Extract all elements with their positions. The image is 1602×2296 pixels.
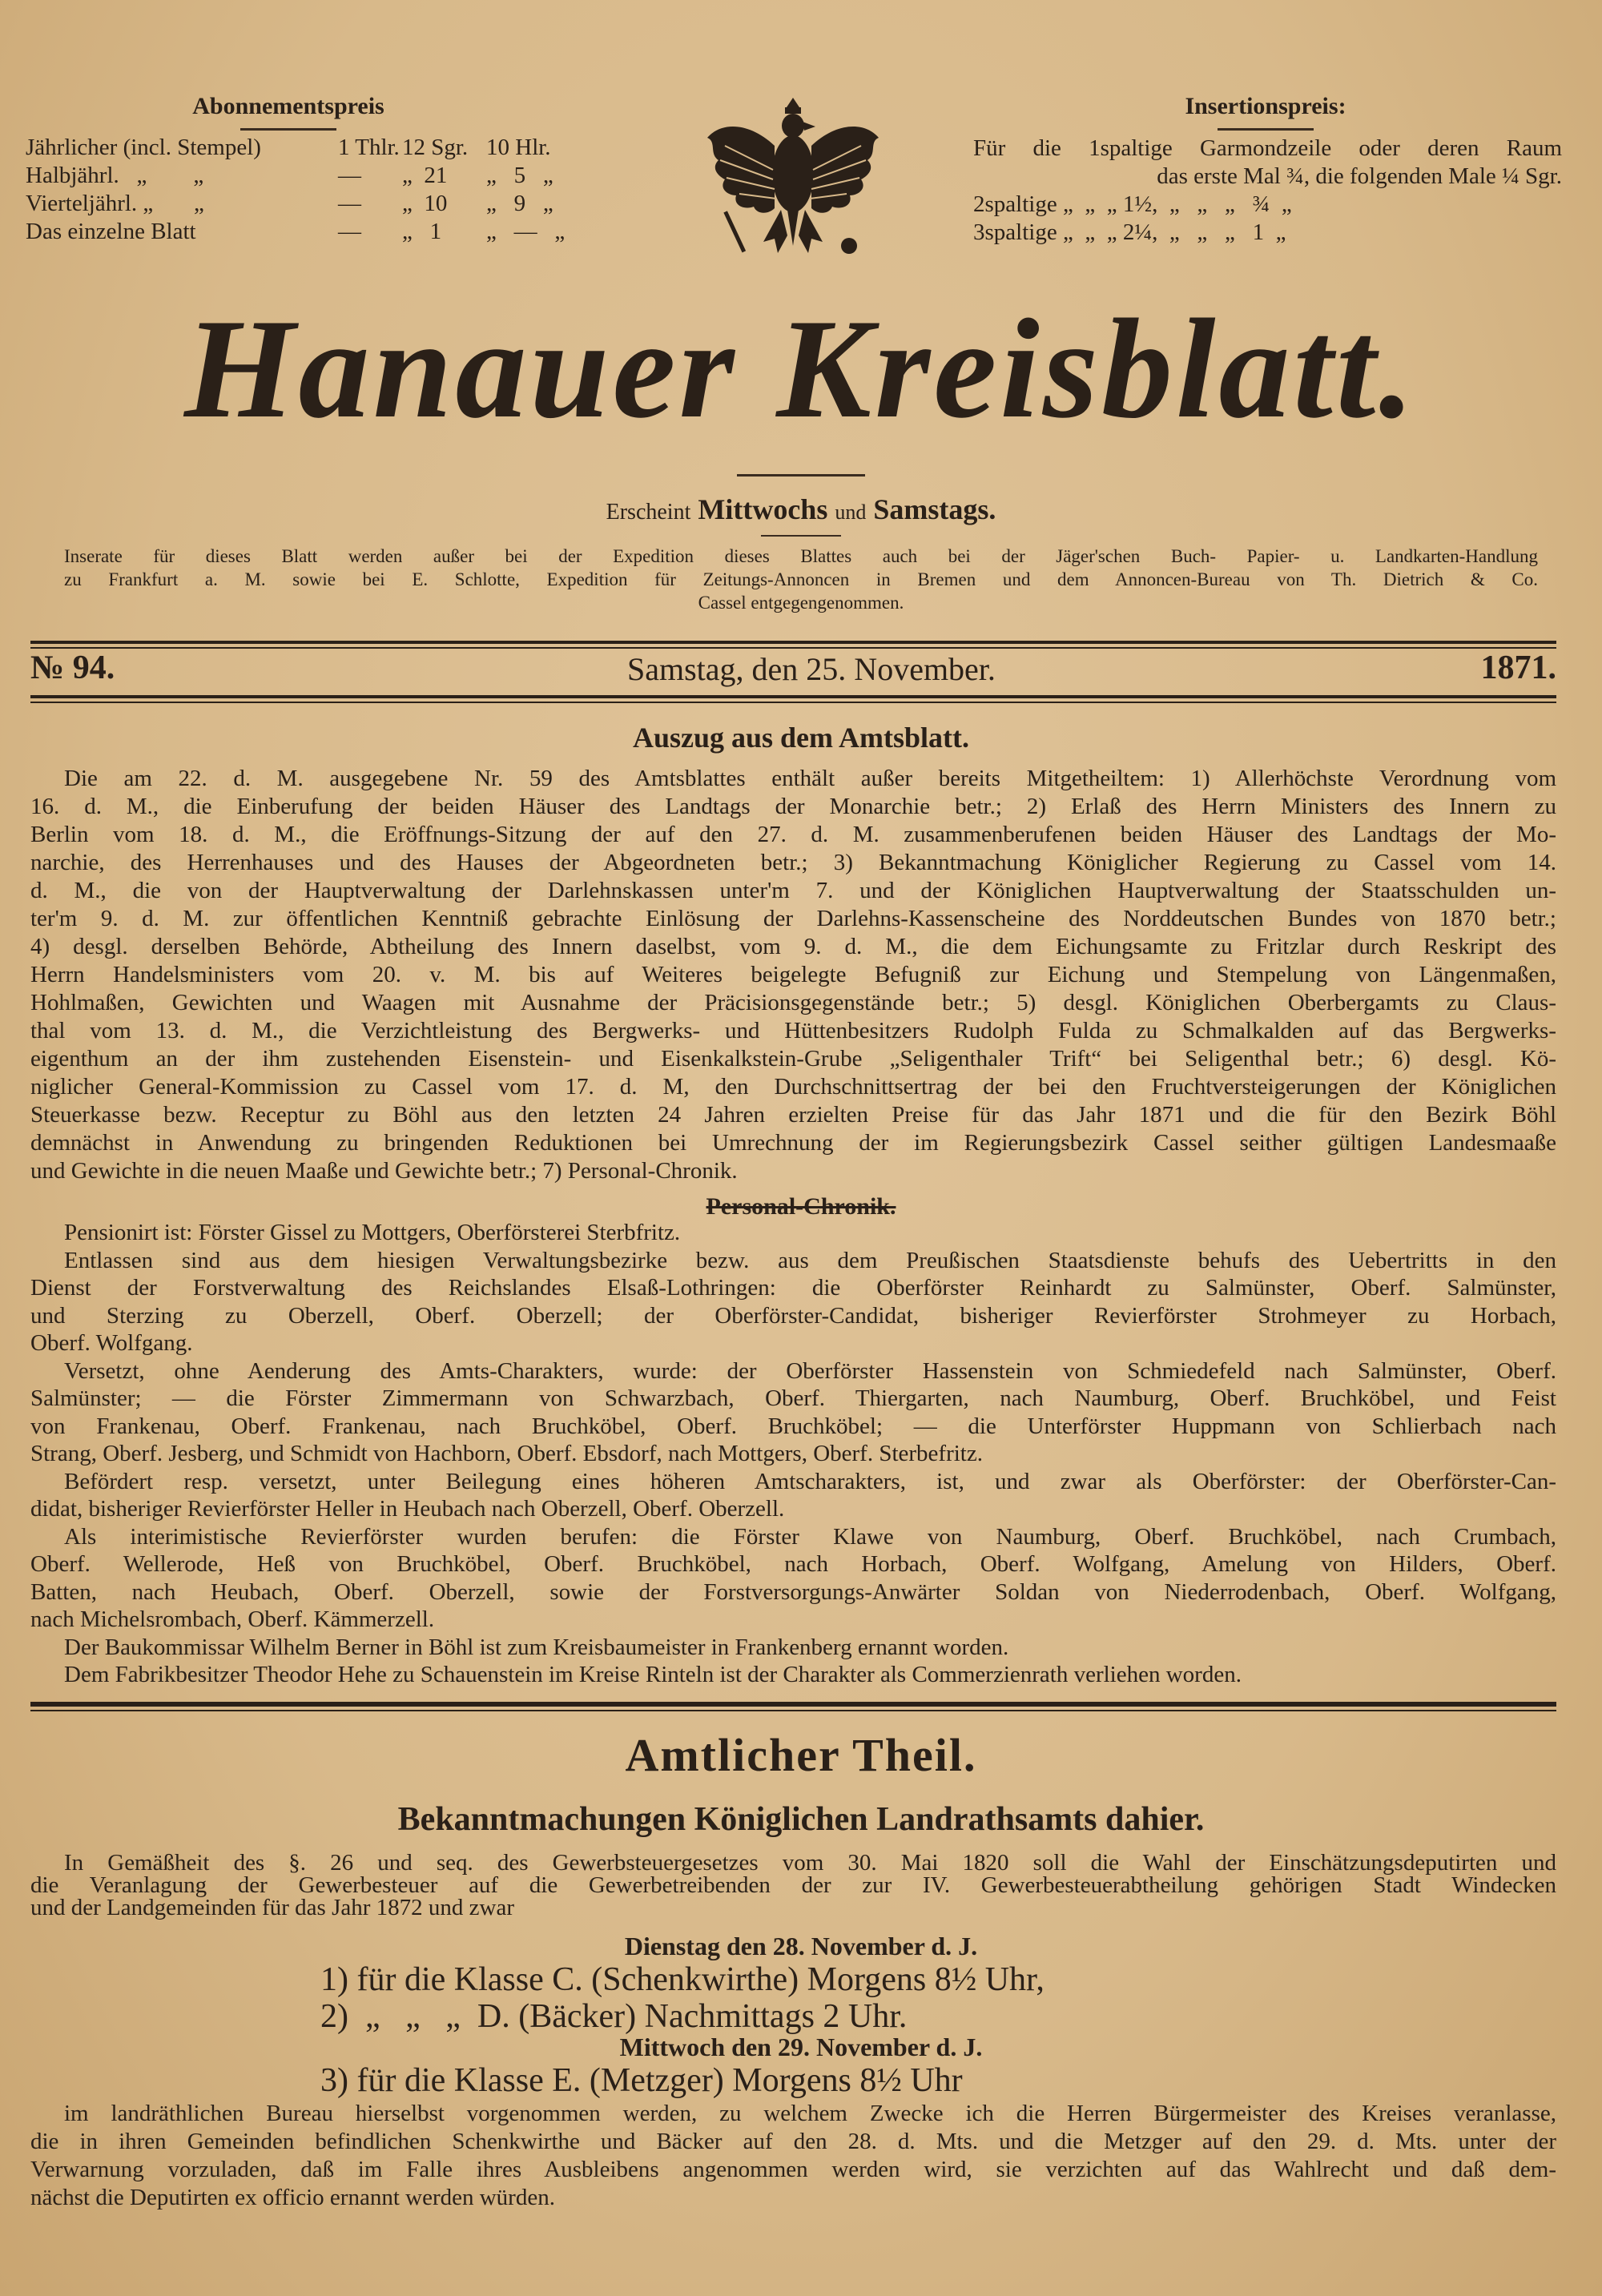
text-line: Die am 22. d. M. ausgegebene Nr. 59 des Amtsblattes enthält außer bereits Mitgetheiltem: 1) Allerhöchste Verordnung vom bbox=[64, 766, 1556, 791]
announcement-heading: Bekanntmachungen Königlichen Landrathsamts dahier. bbox=[397, 1801, 1205, 1838]
schedule-item: 1) für die Klasse C. (Schenkwirthe) Morgens 8½ Uhr, bbox=[320, 1961, 1045, 1998]
text-line: 16. d. M., die Einberufung der beiden Häuser des Landtags der Monarchie betr.; 2) Erlaß des Herrn Ministers des Innern zu bbox=[30, 794, 1556, 819]
text-line: und Sterzing zu Oberzell, Oberf. Oberzell; der Oberförster-Candidat, bisheriger Revierförster Strohmeyer zu Horbach, bbox=[30, 1302, 1556, 1329]
insertion-rate-line: 3spaltige „ „ „ 2¼, „ „ „ 1 „ bbox=[973, 219, 1286, 245]
announcement-closing bbox=[30, 2100, 1556, 2212]
text-line: narchie, des Herrenhauses und des Hauses der Abgeordneten betr.; 3) Bekanntmachung Königlicher Regierung zu Cassel vom 14. bbox=[30, 850, 1556, 875]
subscription-cell: 1 Thlr. bbox=[338, 135, 400, 160]
text-line: Herrn Handelsministers vom 20. v. M. bis auf Weiteres beigelegte Befugniß zur Eichung und Stempelung von Längenmaßen, bbox=[30, 962, 1556, 987]
text-line: und Gewichte in die neuen Maaße und Gewichte betr.; 7) Personal-Chronik. bbox=[30, 1158, 738, 1184]
text-line: d. M., die von der Hauptverwaltung der Darlehnskassen unter'm 7. und der Königlichen Hauptverwaltung der Staatsschulden un- bbox=[30, 878, 1556, 903]
text-line: Dem Fabrikbesitzer Theodor Hehe zu Schauenstein im Kreise Rinteln ist der Charakter als Commerzienrath verliehen worden. bbox=[64, 1662, 1242, 1687]
text-line: thal vom 13. d. M., die Verzichtleistung des Bergwerks- und Hüttenbesitzers Rudolph Fulda zu Schmalkalden auf das Bergwerks- bbox=[30, 1018, 1556, 1043]
text-line: von Frankenau, Oberf. Frankenau, nach Bruchköbel, Oberf. Bruchköbel; — die Unterförster Huppmann von Schlierbach nach bbox=[30, 1413, 1556, 1439]
personal-chronik-text bbox=[30, 1219, 1556, 1689]
subscription-cell: „ — „ bbox=[486, 219, 566, 244]
text-line: 4) desgl. derselben Behörde, Abtheilung des Innern daselbst, vom 9. d. M., die dem Eichungsamte zu Fritzlar durch Reskript des bbox=[30, 934, 1556, 959]
announcement-intro bbox=[30, 1852, 1556, 1919]
subscription-cell: „ 21 bbox=[402, 163, 448, 188]
schedule-date: Dienstag den 28. November d. J. bbox=[624, 1932, 978, 1960]
issue-line bbox=[30, 649, 1556, 690]
newspaper-title: Hanauer Kreisblatt. bbox=[184, 289, 1418, 448]
subscription-table bbox=[26, 135, 566, 255]
text-line: Berlin vom 18. d. M., die Eröffnungs-Sitzung der auf den 27. d. M. zusammenberufenen beiden Häuser des Landtags der Mo- bbox=[30, 822, 1556, 847]
text-line: Hohlmaßen, Gewichten und Waagen mit Ausnahme der Präcisionsgegenstände betr.; 5) desgl. Königlichen Oberbergamts zu Claus- bbox=[30, 990, 1556, 1015]
divider bbox=[1218, 128, 1314, 131]
subscription-row bbox=[26, 219, 566, 247]
rule bbox=[30, 695, 1556, 698]
text-line: ter'm 9. d. M. zur öffentlichen Kenntniß gebrachte Einlösung der Darlehns-Kassenscheine des Norddeutschen Bundes von 1870 betr.; bbox=[30, 906, 1556, 931]
text-line: die Veranlagung der Gewerbesteuer auf die Gewerbetreibenden der zur IV. Gewerbesteuerabtheilung gehörigen Stadt Windecken bbox=[30, 1872, 1556, 1898]
subscription-row bbox=[26, 163, 554, 191]
prussian-eagle-emblem bbox=[701, 90, 885, 270]
notice-line: Inserate für dieses Blatt werden außer bei der Expedition dieses Blattes auch bei der Jäger'schen Buch- Papier- u. Landkarten-Handlung bbox=[64, 546, 1538, 566]
subscription-cell: „ 9 „ bbox=[486, 191, 553, 216]
text-line: die in ihren Gemeinden befindlichen Schenkwirthe und Bäcker auf den 28. d. Mts. und die Metzger auf den 29. d. Mts. unter der bbox=[30, 2129, 1556, 2154]
subscription-cell: Das einzelne Blatt bbox=[26, 219, 196, 244]
section-heading: Amtlicher Theil. bbox=[625, 1729, 977, 1781]
text-line: Batten, nach Heubach, Oberf. Oberzell, sowie der Forstversorgungs-Anwärter Soldan von Niederrodenbach, Oberf. Wolfgang, bbox=[30, 1578, 1556, 1605]
text-line: Steuerkasse bezw. Receptur zu Böhl aus den letzten 24 Jahren erzielten Preise für das Jahr 1871 und die für den Bezirk Böhl bbox=[30, 1102, 1556, 1128]
insertion-rates bbox=[973, 135, 1562, 247]
text-line: Oberf. Wolfgang. bbox=[30, 1330, 193, 1356]
text-line: didat, bisheriger Revierförster Heller in Heubach nach Oberzell, Oberf. Oberzell. bbox=[30, 1496, 785, 1522]
text-line: Versetzt, ohne Aenderung des Amts-Charakters, wurde: der Oberförster Hassenstein von Schmiedefeld nach Salmünster, Oberf. bbox=[64, 1357, 1556, 1384]
divider bbox=[737, 474, 865, 476]
schedule-prefix: Erscheint bbox=[606, 500, 691, 525]
text-line: Dienst der Forstverwaltung des Reichslandes Elsaß-Lothringen: die Oberförster Reinhardt zu Salmünster, Oberf. Salmünster, bbox=[30, 1275, 1556, 1301]
schedule-item: 2) „ „ „ D. (Bäcker) Nachmittags 2 Uhr. bbox=[320, 1998, 908, 2035]
text-line: Als interimistische Revierförster wurden berufen: die Förster Klawe von Naumburg, Oberf. Bruchköbel, nach Crumbach, bbox=[64, 1523, 1556, 1550]
issue-year: 1871. bbox=[1480, 649, 1556, 686]
text-line: Pensionirt ist: Förster Gissel zu Mottgers, Oberförsterei Sterbfritz. bbox=[64, 1220, 681, 1245]
text-line: und der Landgemeinden für das Jahr 1872 und zwar bbox=[30, 1895, 514, 1920]
text-line: Salmünster; — die Förster Zimmermann von Schwarzbach, Oberf. Thiergarten, nach Naumburg, Oberf. Bruchköbel, und Feist bbox=[30, 1385, 1556, 1411]
amtsblatt-text bbox=[30, 765, 1556, 1185]
subscription-cell: — bbox=[338, 163, 361, 188]
thick-rule bbox=[30, 1710, 1556, 1711]
subscription-price-block bbox=[24, 93, 553, 131]
notice-line: zu Frankfurt a. M. sowie bei E. Schlotte, Expedition für Zeitungs-Annoncen in Bremen und dem Annoncen-Bureau von Th. Dietrich & Co. bbox=[64, 569, 1538, 589]
subscription-cell: „ 5 „ bbox=[486, 163, 553, 188]
subsection-heading: Personal-Chronik. bbox=[706, 1193, 896, 1220]
insertion-rate-line: das erste Mal ¾, die folgenden Male ¼ Sgr. bbox=[1157, 163, 1562, 189]
subscription-cell: „ 10 bbox=[402, 191, 448, 216]
eagle-icon bbox=[701, 90, 885, 270]
text-line: niglicher General-Kommission zu Cassel vom 17. d. M, den Durchschnittsertrag der bei den Fruchtversteigerungen der Königlichen bbox=[30, 1074, 1556, 1100]
text-line: Verwarnung vorzuladen, daß im Falle ihres Ausbleibens angenommen werden wird, sie verzichten auf das Wahlrecht und daß dem- bbox=[30, 2157, 1556, 2182]
subscription-cell: „ 1 bbox=[402, 219, 442, 244]
text-line: nächst die Deputirten ex officio ernannt werden würden. bbox=[30, 2185, 555, 2210]
text-line: Oberf. Wellerode, Heß von Bruchköbel, Oberf. Bruchköbel, nach Horbach, Oberf. Wolfgang, Amelung von Hilders, Oberf. bbox=[30, 1551, 1556, 1577]
insertion-rate-line: 2spaltige „ „ „ 1½, „ „ „ ¾ „ bbox=[973, 191, 1292, 217]
publication-schedule bbox=[0, 493, 1602, 526]
section-heading: Auszug aus dem Amtsblatt. bbox=[632, 722, 970, 754]
advertising-notice bbox=[64, 545, 1538, 614]
text-line: im landräthlichen Bureau hierselbst vorgenommen werden, zu welchem Zwecke ich die Herren Bürgermeister des Kreises veranlasse, bbox=[64, 2101, 1556, 2126]
subscription-cell: — bbox=[338, 219, 361, 244]
thick-rule bbox=[30, 1702, 1556, 1707]
insertion-heading: Insertionspreis: bbox=[1185, 93, 1346, 119]
divider bbox=[761, 535, 841, 537]
subscription-cell: Vierteljährl. „ „ bbox=[26, 191, 204, 216]
schedule-conjunction: und bbox=[835, 501, 867, 524]
text-line: Der Baukommissar Wilhelm Berner in Böhl ist zum Kreisbaumeister in Frankenberg ernannt worden. bbox=[64, 1634, 1009, 1660]
schedule-day: Mittwochs bbox=[698, 493, 828, 525]
subscription-row bbox=[26, 135, 554, 163]
issue-date: Samstag, den 25. November. bbox=[627, 651, 996, 687]
divider bbox=[240, 128, 336, 131]
subscription-cell: Jährlicher (incl. Stempel) bbox=[26, 135, 261, 160]
notice-line: Cassel entgegengenommen. bbox=[698, 593, 904, 613]
text-line: Befördert resp. versetzt, unter Beilegung eines höheren Amtscharakters, ist, und zwar als Oberförster: der Oberförster-Can- bbox=[64, 1468, 1556, 1494]
subscription-cell: — bbox=[338, 191, 361, 216]
text-line: In Gemäßheit des §. 26 und seq. des Gewerbsteuergesetzes vom 30. Mai 1820 soll die Wahl der Einschätzungsdeputirten und bbox=[64, 1850, 1556, 1876]
subscription-heading: Abonnementspreis bbox=[192, 93, 384, 119]
insertion-rate-line: Für die 1spaltige Garmondzeile oder deren Raum bbox=[973, 135, 1562, 161]
subscription-cell: Halbjährl. „ „ bbox=[26, 163, 204, 188]
subscription-cell: 10 Hlr. bbox=[486, 135, 551, 160]
subscription-cell: 12 Sgr. bbox=[402, 135, 469, 160]
schedule-date: Mittwoch den 29. November d. J. bbox=[619, 2033, 983, 2061]
schedule-item: 3) für die Klasse E. (Metzger) Morgens 8½ Uhr bbox=[320, 2062, 963, 2099]
double-rule bbox=[30, 641, 1556, 644]
rule bbox=[30, 702, 1556, 703]
issue-number: № 94. bbox=[30, 649, 115, 686]
text-line: Strang, Oberf. Jesberg, und Schmidt von Hachborn, Oberf. Ebsdorf, nach Mottgers, Oberf. Sterbefritz. bbox=[30, 1441, 983, 1466]
schedule-day: Samstags. bbox=[873, 493, 996, 525]
text-line: nach Michelsrombach, Oberf. Kämmerzell. bbox=[30, 1606, 435, 1632]
text-line: demnächst in Anwendung zu bringenden Reduktionen bei Umrechnung der im Regierungsbezirk Cassel seither gültigen Landesmaaße bbox=[30, 1130, 1556, 1156]
subscription-row bbox=[26, 191, 554, 219]
insertion-price-block bbox=[1009, 93, 1522, 131]
text-line: Entlassen sind aus dem hiesigen Verwaltungsbezirke bezw. aus dem Preußischen Staatsdienste behufs des Uebertritts in den bbox=[64, 1247, 1556, 1273]
text-line: eigenthum an der ihm zustehenden Eisenstein- und Eisenkalkstein-Grube „Seligenthaler Trift“ bei Seligenthal betr.; 6) desgl. Kö- bbox=[30, 1046, 1556, 1072]
